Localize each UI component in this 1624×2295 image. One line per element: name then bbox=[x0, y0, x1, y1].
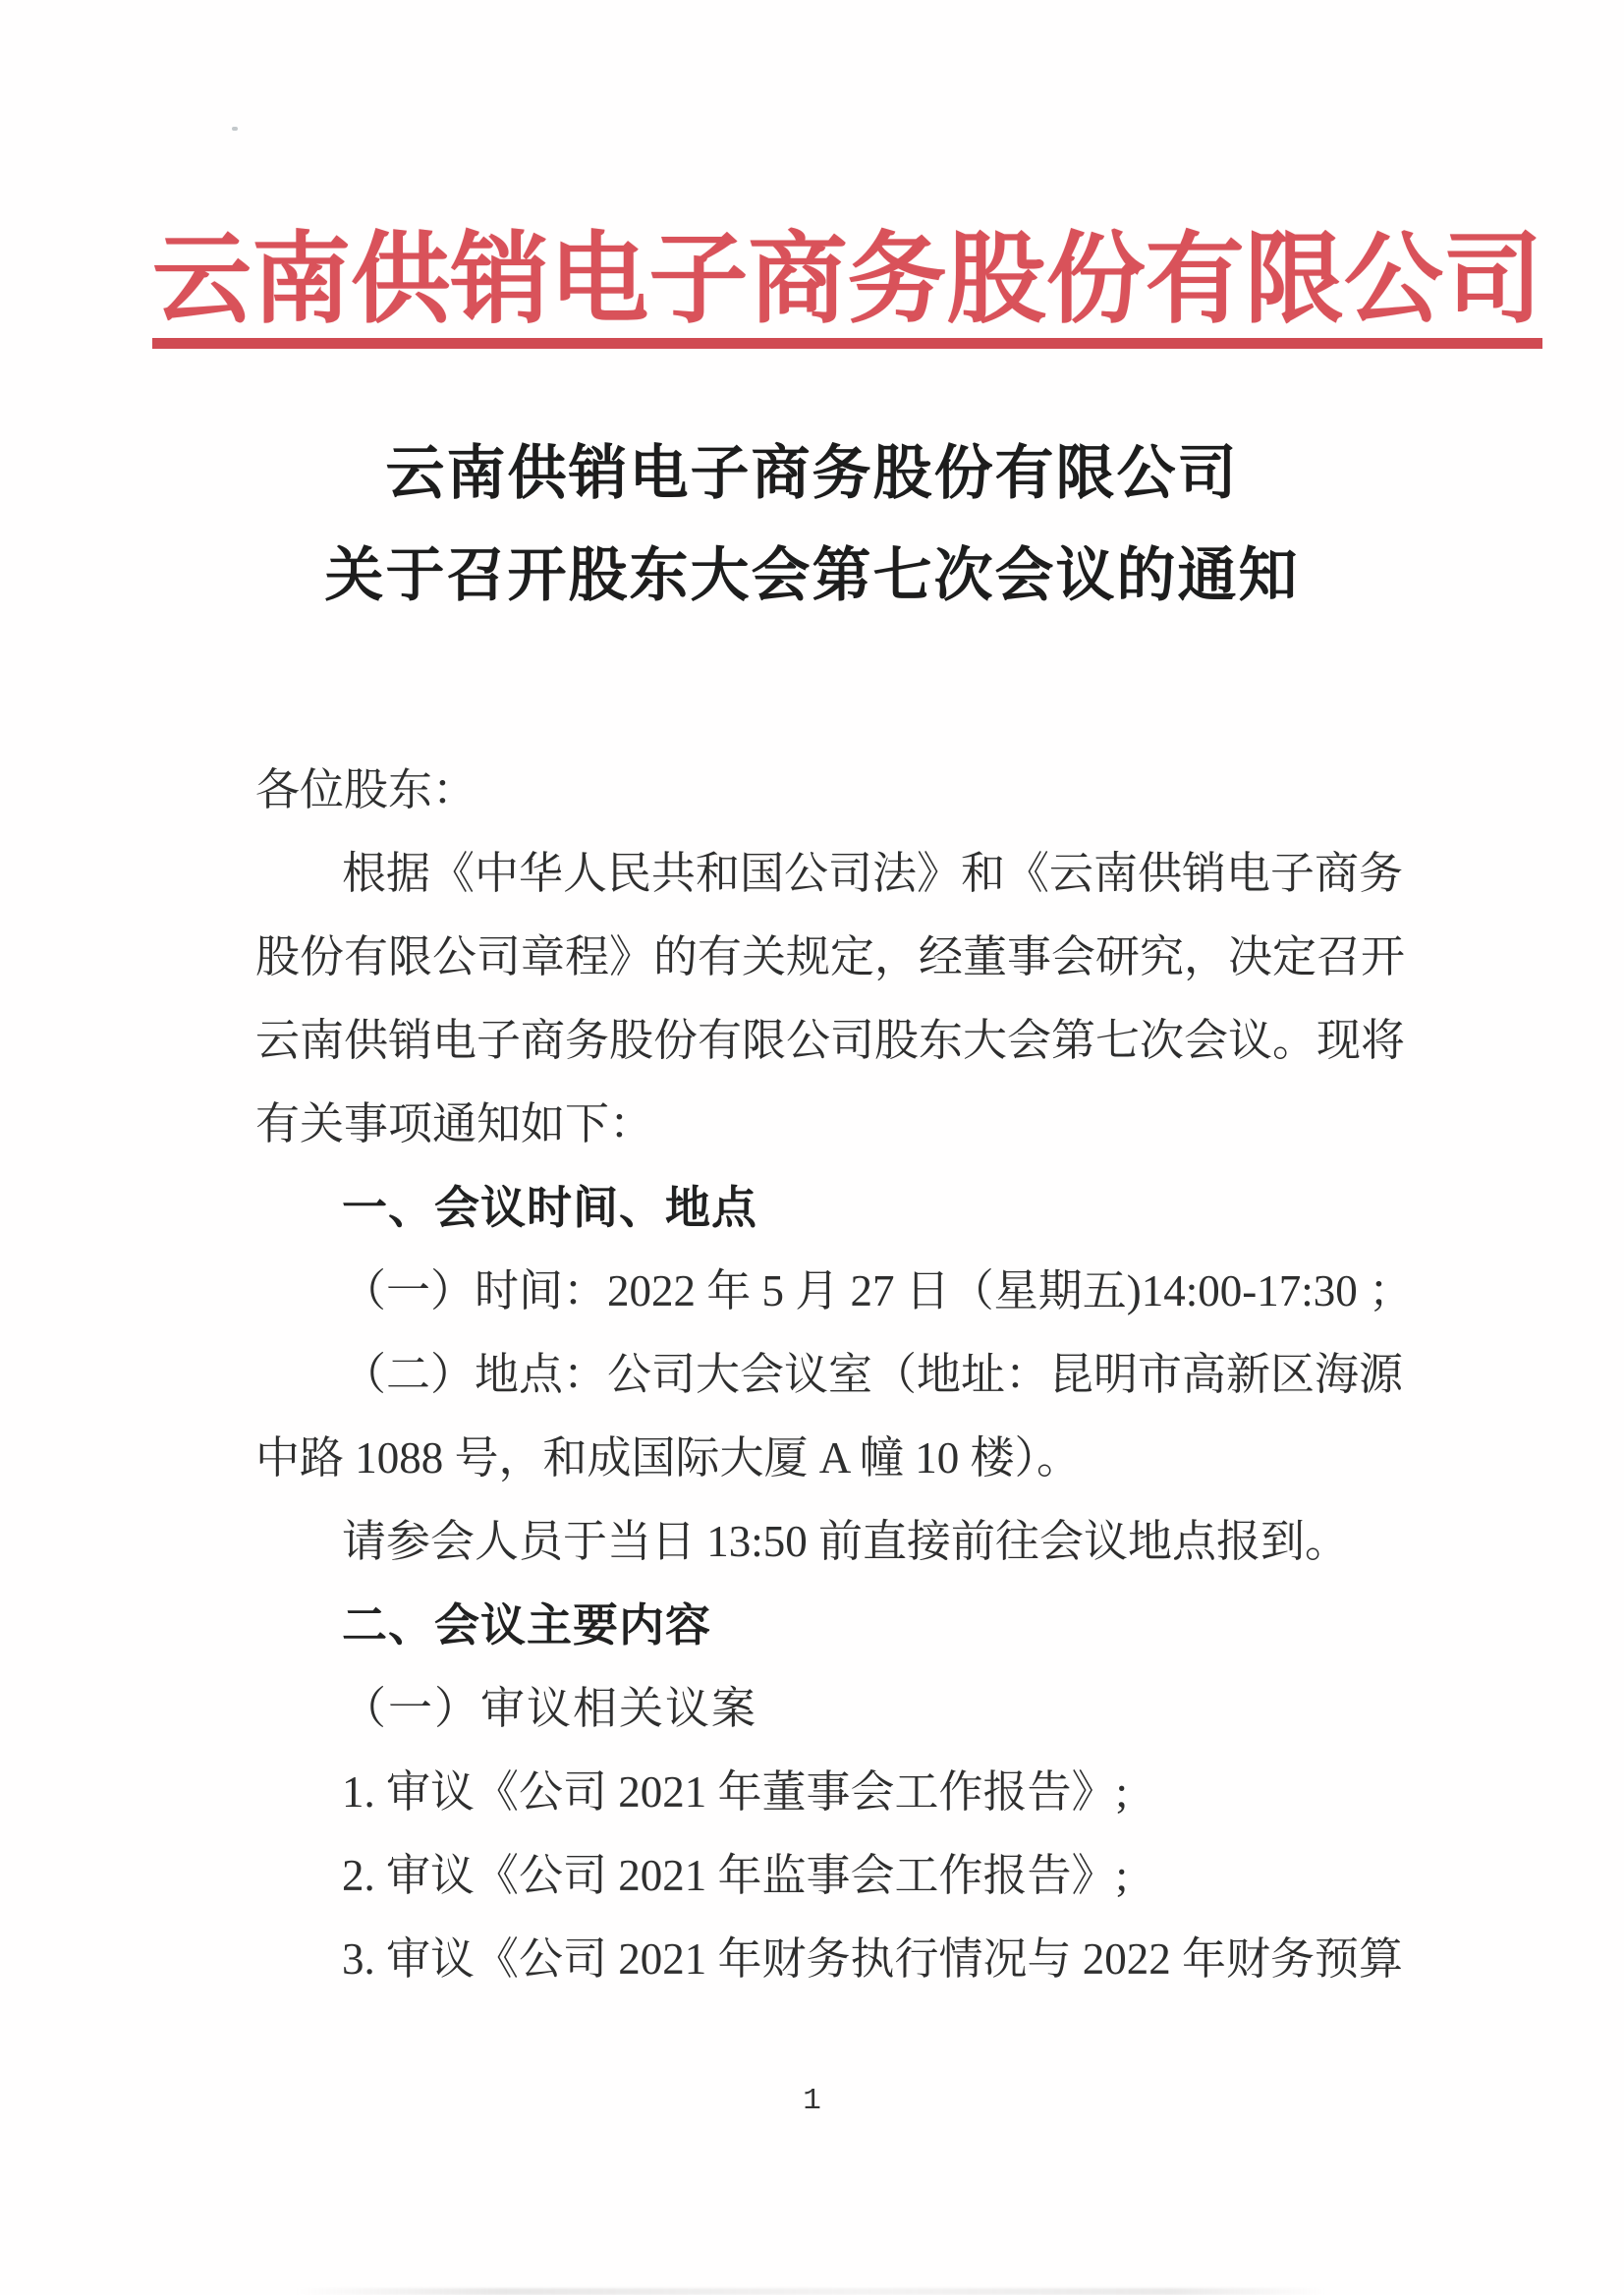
subsection-heading-review-proposals: （一）审议相关议案 bbox=[342, 1684, 758, 1733]
document-body bbox=[255, 749, 1413, 2001]
intro-paragraph-line-4: 有关事项通知如下： bbox=[255, 1099, 654, 1148]
letterhead-divider-rule bbox=[152, 338, 1542, 349]
section-heading-meeting-content: 二、会议主要内容 bbox=[342, 1599, 711, 1651]
page-number: 1 bbox=[803, 2084, 821, 2118]
company-letterhead bbox=[152, 225, 1542, 349]
meeting-time-line: （一）时间：2022 年 5 月 27 日（星期五)14:00-17:30 ； bbox=[342, 1266, 1413, 1315]
agenda-item-2: 2. 审议《公司 2021 年监事会工作报告》; bbox=[342, 1851, 1129, 1900]
intro-paragraph-line-3: 云南供销电子商务股份有限公司股东大会第七次会议。现将 bbox=[255, 1016, 1406, 1065]
agenda-item-3: 3. 审议《公司 2021 年财务执行情况与 2022 年财务预算 bbox=[342, 1934, 1404, 1984]
meeting-location-line-2: 中路 1088 号，和成国际大厦 A 幢 10 楼）。 bbox=[255, 1433, 1082, 1483]
company-letterhead-name: 云南供销电子商务股份有限公司 bbox=[152, 225, 1542, 335]
meeting-location-line-1: （二）地点：公司大会议室（地址：昆明市高新区海源 bbox=[342, 1350, 1404, 1399]
agenda-item-1: 1. 审议《公司 2021 年董事会工作报告》; bbox=[342, 1767, 1129, 1817]
intro-paragraph-line-2: 股份有限公司章程》的有关规定，经董事会研究，决定召开 bbox=[255, 932, 1406, 981]
scan-edge-shadow bbox=[295, 2288, 1326, 2295]
document-title-line-2: 关于召开股东大会第七次会议的通知 bbox=[324, 543, 1300, 608]
scan-artifact bbox=[232, 127, 238, 131]
document-title bbox=[0, 422, 1624, 627]
salutation-line: 各位股东： bbox=[255, 765, 477, 814]
document-title-line-1: 云南供销电子商务股份有限公司 bbox=[385, 441, 1239, 506]
checkin-instruction-line: 请参会人员于当日 13:50 前直接前往会议地点报到。 bbox=[342, 1517, 1350, 1566]
section-heading-time-location: 一、会议时间、地点 bbox=[342, 1182, 757, 1233]
intro-paragraph-line-1: 根据《中华人民共和国公司法》和《云南供销电子商务 bbox=[342, 849, 1404, 898]
